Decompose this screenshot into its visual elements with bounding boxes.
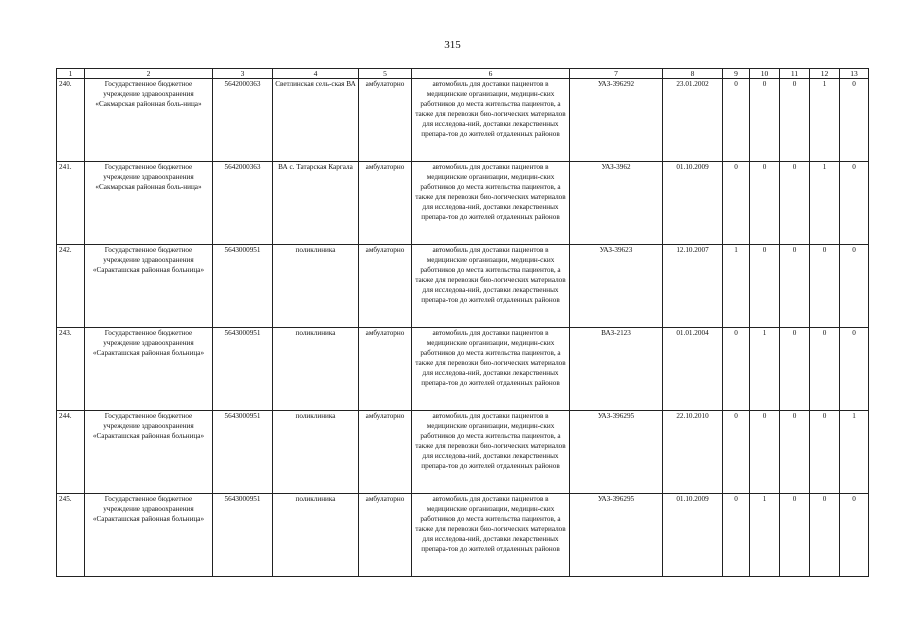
cell-col-13: 0 <box>840 79 869 162</box>
care-type: амбулаторно <box>359 494 412 577</box>
cell-col-13: 1 <box>840 411 869 494</box>
vehicle-model: ВАЗ-2123 <box>570 328 663 411</box>
cell-col-13: 0 <box>840 494 869 577</box>
table-row <box>57 494 869 577</box>
organization-name: Государственное бюджетное учреждение здравоохранения «Сакмарская районная боль-ница» <box>85 79 213 162</box>
cell-col-13: 0 <box>840 162 869 245</box>
care-type: амбулаторно <box>359 411 412 494</box>
registration-date: 01.10.2009 <box>663 494 723 577</box>
column-header: 8 <box>663 69 723 79</box>
organization-name: Государственное бюджетное учреждение здравоохранения «Саракташская районная больница» <box>85 494 213 577</box>
cell-col-12: 0 <box>810 494 840 577</box>
cell-col-10: 0 <box>750 411 780 494</box>
vehicle-purpose: автомобиль для доставки пациентов в медицинские организации, медицин-ских работников до места жительства пациентов, а также для перевозки био-логических материалов для исследова-ний, доставки лекарственных препара-тов до жителей отдаленных районов <box>412 494 570 577</box>
registration-date: 01.01.2004 <box>663 328 723 411</box>
cell-col-11: 0 <box>780 245 810 328</box>
organization-name: Государственное бюджетное учреждение здравоохранения «Сакмарская районная боль-ница» <box>85 162 213 245</box>
column-header: 5 <box>359 69 412 79</box>
column-number-row <box>57 69 869 79</box>
cell-col-12: 0 <box>810 411 840 494</box>
cell-col-13: 0 <box>840 328 869 411</box>
cell-col-9: 1 <box>723 245 750 328</box>
table-row <box>57 328 869 411</box>
organization-name: Государственное бюджетное учреждение здравоохранения «Саракташская районная больница» <box>85 411 213 494</box>
care-type: амбулаторно <box>359 162 412 245</box>
row-number: 243. <box>57 328 85 411</box>
column-header: 7 <box>570 69 663 79</box>
cell-col-10: 0 <box>750 245 780 328</box>
organization-code: 5643000951 <box>213 411 273 494</box>
organization-name: Государственное бюджетное учреждение здравоохранения «Саракташская районная больница» <box>85 245 213 328</box>
unit-name: ВА с. Татарская Каргала <box>273 162 359 245</box>
cell-col-9: 0 <box>723 411 750 494</box>
row-number: 245. <box>57 494 85 577</box>
cell-col-11: 0 <box>780 162 810 245</box>
unit-name: поликлиника <box>273 494 359 577</box>
cell-col-10: 0 <box>750 162 780 245</box>
vehicle-model: УАЗ-396295 <box>570 494 663 577</box>
organization-code: 5643000951 <box>213 245 273 328</box>
row-number: 240. <box>57 79 85 162</box>
vehicle-purpose: автомобиль для доставки пациентов в медицинские организации, медицин-ских работников до места жительства пациентов, а также для перевозки био-логических материалов для исследова-ний, доставки лекарственных препара-тов до жителей отдаленных районов <box>412 162 570 245</box>
registration-date: 12.10.2007 <box>663 245 723 328</box>
organization-code: 5642000363 <box>213 79 273 162</box>
organization-code: 5643000951 <box>213 494 273 577</box>
vehicle-register-table <box>56 68 869 577</box>
organization-name: Государственное бюджетное учреждение здравоохранения «Саракташская районная больница» <box>85 328 213 411</box>
cell-col-10: 1 <box>750 328 780 411</box>
organization-code: 5643000951 <box>213 328 273 411</box>
column-header: 1 <box>57 69 85 79</box>
table-row <box>57 411 869 494</box>
unit-name: поликлиника <box>273 245 359 328</box>
cell-col-10: 0 <box>750 79 780 162</box>
column-header: 12 <box>810 69 840 79</box>
cell-col-12: 0 <box>810 328 840 411</box>
vehicle-purpose: автомобиль для доставки пациентов в медицинские организации, медицин-ских работников до места жительства пациентов, а также для перевозки био-логических материалов для исследова-ний, доставки лекарственных препара-тов до жителей отдаленных районов <box>412 79 570 162</box>
column-header: 4 <box>273 69 359 79</box>
cell-col-11: 0 <box>780 494 810 577</box>
organization-code: 5642000363 <box>213 162 273 245</box>
row-number: 242. <box>57 245 85 328</box>
cell-col-10: 1 <box>750 494 780 577</box>
table-row <box>57 162 869 245</box>
vehicle-model: УАЗ-3962 <box>570 162 663 245</box>
cell-col-12: 1 <box>810 162 840 245</box>
vehicle-model: УАЗ-396292 <box>570 79 663 162</box>
cell-col-12: 1 <box>810 79 840 162</box>
page-number: 315 <box>444 39 461 51</box>
unit-name: поликлиника <box>273 328 359 411</box>
column-header: 11 <box>780 69 810 79</box>
cell-col-11: 0 <box>780 79 810 162</box>
vehicle-model: УАЗ-39623 <box>570 245 663 328</box>
registration-date: 22.10.2010 <box>663 411 723 494</box>
cell-col-9: 0 <box>723 328 750 411</box>
vehicle-purpose: автомобиль для доставки пациентов в медицинские организации, медицин-ских работников до места жительства пациентов, а также для перевозки био-логических материалов для исследова-ний, доставки лекарственных препара-тов до жителей отдаленных районов <box>412 411 570 494</box>
care-type: амбулаторно <box>359 79 412 162</box>
unit-name: поликлиника <box>273 411 359 494</box>
table-row <box>57 79 869 162</box>
care-type: амбулаторно <box>359 245 412 328</box>
vehicle-model: УАЗ-396295 <box>570 411 663 494</box>
cell-col-13: 0 <box>840 245 869 328</box>
cell-col-11: 0 <box>780 411 810 494</box>
vehicle-purpose: автомобиль для доставки пациентов в медицинские организации, медицин-ских работников до места жительства пациентов, а также для перевозки био-логических материалов для исследова-ний, доставки лекарственных препара-тов до жителей отдаленных районов <box>412 245 570 328</box>
registration-date: 23.01.2002 <box>663 79 723 162</box>
care-type: амбулаторно <box>359 328 412 411</box>
table-row <box>57 245 869 328</box>
column-header: 3 <box>213 69 273 79</box>
column-header: 9 <box>723 69 750 79</box>
vehicle-purpose: автомобиль для доставки пациентов в медицинские организации, медицин-ских работников до места жительства пациентов, а также для перевозки био-логических материалов для исследова-ний, доставки лекарственных препара-тов до жителей отдаленных районов <box>412 328 570 411</box>
column-header: 6 <box>412 69 570 79</box>
column-header: 10 <box>750 69 780 79</box>
unit-name: Светлинская сель-ская ВА <box>273 79 359 162</box>
cell-col-9: 0 <box>723 79 750 162</box>
row-number: 244. <box>57 411 85 494</box>
column-header: 13 <box>840 69 869 79</box>
cell-col-9: 0 <box>723 162 750 245</box>
cell-col-9: 0 <box>723 494 750 577</box>
cell-col-11: 0 <box>780 328 810 411</box>
column-header: 2 <box>85 69 213 79</box>
row-number: 241. <box>57 162 85 245</box>
registration-date: 01.10.2009 <box>663 162 723 245</box>
cell-col-12: 0 <box>810 245 840 328</box>
